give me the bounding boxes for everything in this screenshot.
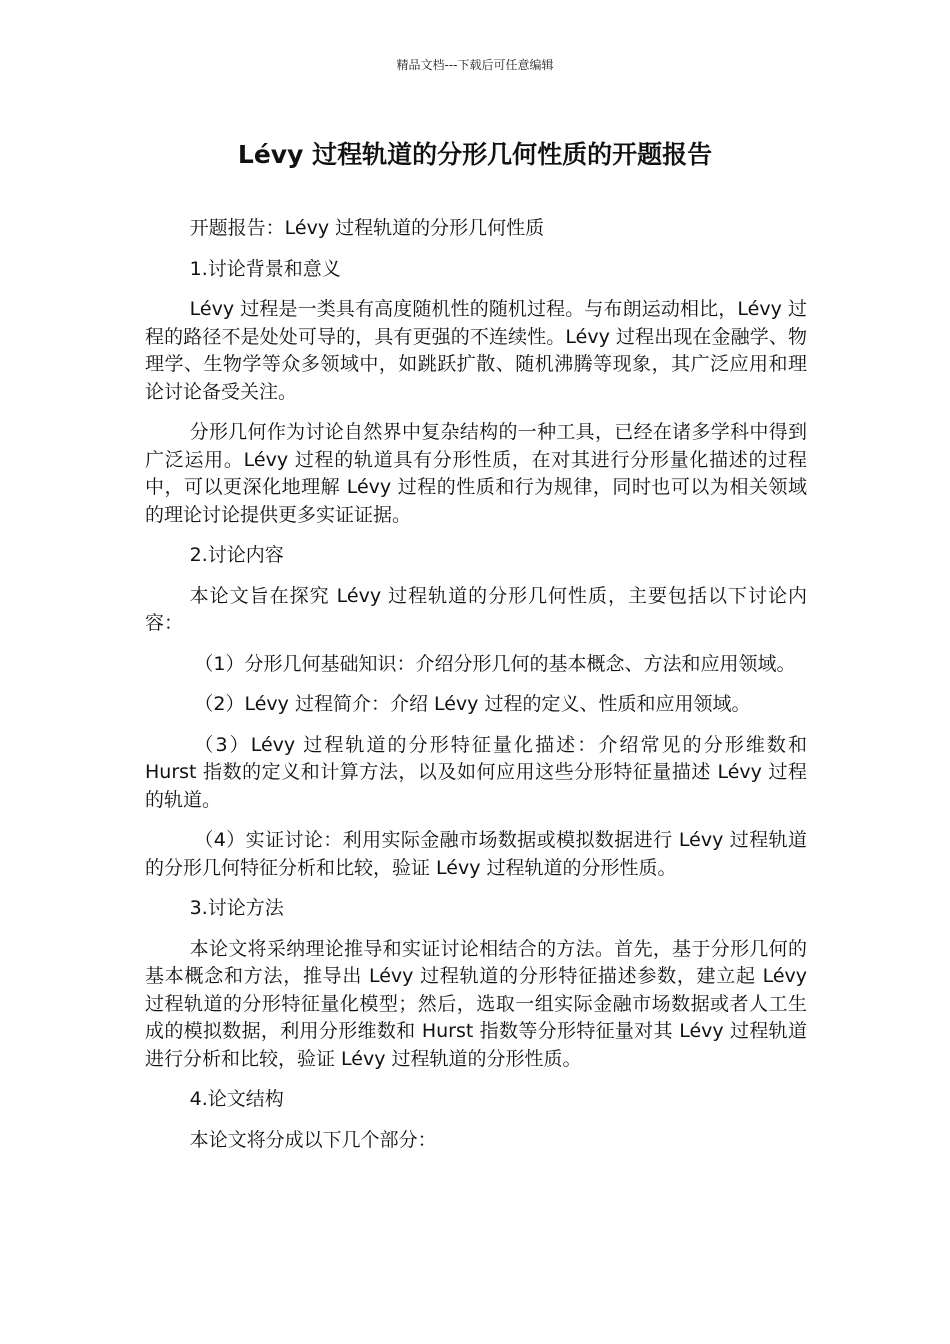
page-header: 精品文档---下载后可任意编辑 <box>396 58 554 72</box>
section-heading-method: 3.讨论方法 <box>189 897 284 919</box>
section-heading-structure: 4.论文结构 <box>189 1088 284 1110</box>
paragraph-structure: 本论文将分成以下几个部分： <box>189 1128 437 1151</box>
report-subtitle: 开题报告：Lévy 过程轨道的分形几何性质 <box>189 217 545 239</box>
list-item-2: （2）Lévy 过程简介：介绍 Lévy 过程的定义、性质和应用领域。 <box>194 693 751 715</box>
section-heading-background: 1.讨论背景和意义 <box>189 257 341 280</box>
document-body <box>145 215 807 1167</box>
paragraph-content-intro: 本论文旨在探究 Lévy 过程轨道的分形几何性质，主要包括以下讨论内容： <box>145 584 807 634</box>
paragraph-method: 本论文将采纳理论推导和实证讨论相结合的方法。首先，基于分形几何的基本概念和方法，推导出 Lévy 过程轨道的分形特征描述参数，建立起 Lévy 过程轨道的分形特征量化模型；然后，选取一组实际金融市场数据或者人工生成的模拟数据，利用分形维数和 Hurst 指数等分形特征量对其 Lévy 过程轨道进行分析和比较，验证 Lévy 过程轨道的分形性质。 <box>145 937 807 1070</box>
document-title: Lévy 过程轨道的分形几何性质的开题报告 <box>237 140 713 169</box>
section-heading-content: 2.讨论内容 <box>189 544 284 566</box>
list-item-4: （4）实证讨论：利用实际金融市场数据或模拟数据进行 Lévy 过程轨道的分形几何特征分析和比较，验证 Lévy 过程轨道的分形性质。 <box>145 829 807 879</box>
paragraph-levy-intro: Lévy 过程是一类具有高度随机性的随机过程。与布朗运动相比，Lévy 过程的路径不是处处可导的，具有更强的不连续性。Lévy 过程出现在金融学、物理学、生物学等众多领域中，如跳跃扩散、随机沸腾等现象，其广泛应用和理论讨论备受关注。 <box>145 298 807 403</box>
paragraph-fractal-intro: 分形几何作为讨论自然界中复杂结构的一种工具，已经在诸多学科中得到广泛运用。Lévy 过程的轨道具有分形性质，在对其进行分形量化描述的过程中，可以更深化地理解 Lévy 过程的性质和行为规律，同时也可以为相关领域的理论讨论提供更多实证证据。 <box>145 421 807 526</box>
list-item-1: （1）分形几何基础知识：介绍分形几何的基本概念、方法和应用领域。 <box>194 652 796 675</box>
list-item-3: （3）Lévy 过程轨道的分形特征量化描述：介绍常见的分形维数和 Hurst 指数的定义和计算方法，以及如何应用这些分形特征量描述 Lévy 过程的轨道。 <box>145 733 807 811</box>
